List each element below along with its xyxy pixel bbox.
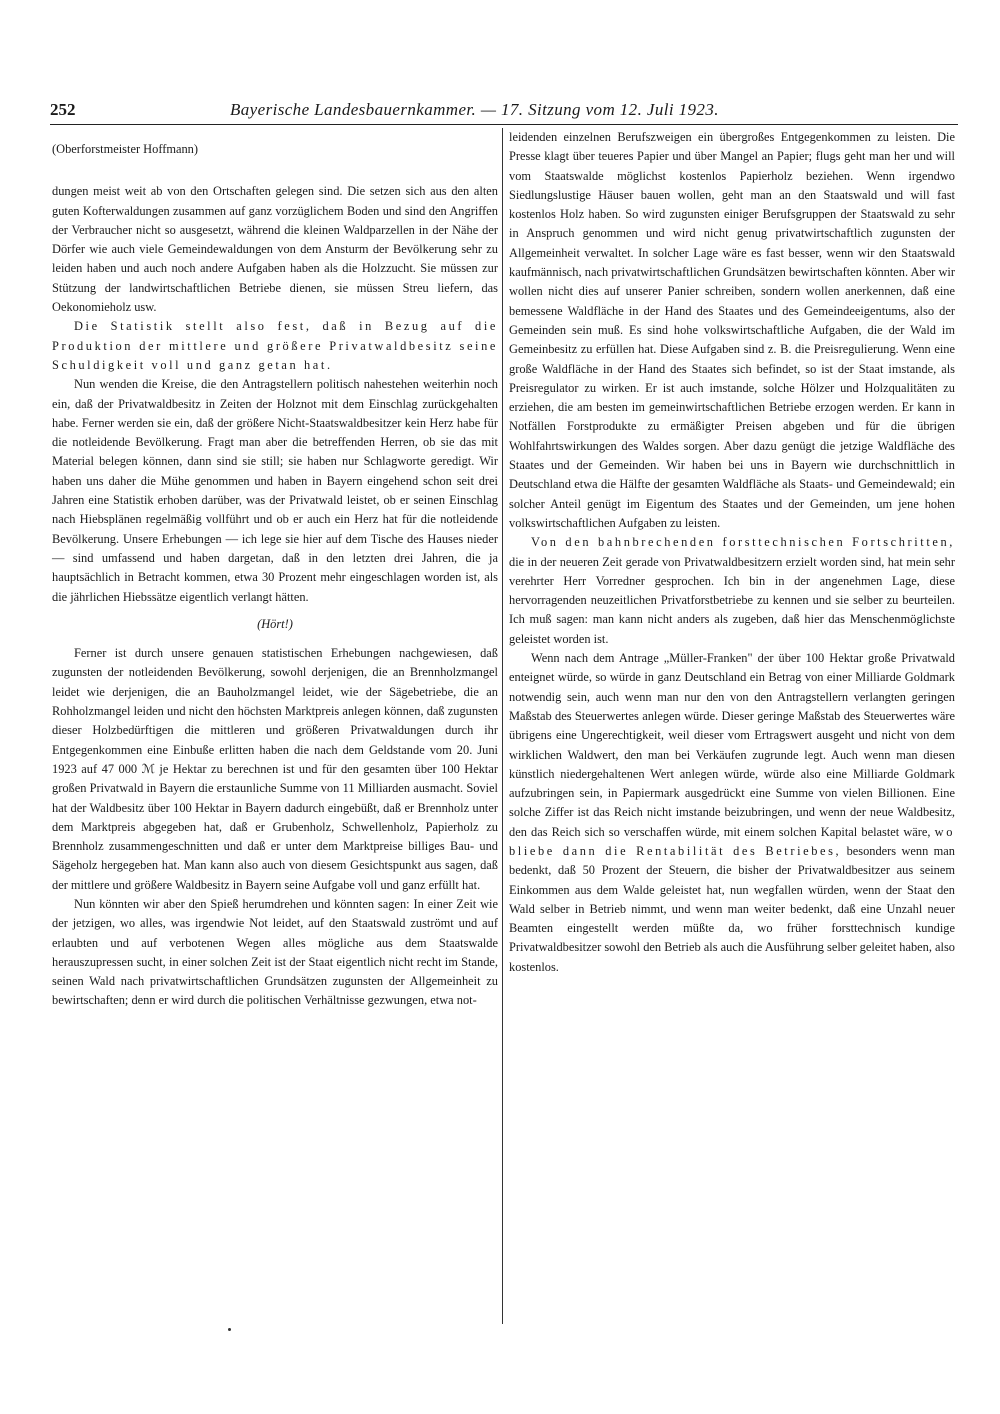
paragraph-text: Wenn nach dem Antrage „Müller-Franken" der über 100 Hektar große Privatwald enteignet würde, so würde in ganz Deutschland ein Betrag von einer Milliarde Goldmark notwendig sein, auch wenn man nur den von den Antragstellern verlangten geringen Maßstab des Steuerwertes anlegen würde. Dieser geringe Maßstab des Steuerwertes wäre übrigens eine Ungerechtigkeit, weil dieser vom Ertragswert ausgeht und nicht von dem wirklichen Waldwert, den man bei Verkäufen zugrunde legt. Auch wenn man diesen künstlich niedergehaltenen Wert anlegen würde, würde also eine Milliarde Goldmark aufzubringen sein, in Papiermark ausgedrückt eine Summe von vielen Billionen. Eine solche Ziffer ist das Reich nicht imstande beizubringen, und wenn der neue Waldbesitz, den das Reich sich so verschaffen würde, mit einem solchen Kapital belastet wäre, — [509, 651, 955, 839]
emphasized-phrase: Von den bahnbrechenden forsttechnischen Fortschritten, — [531, 535, 955, 550]
left-column — [52, 140, 498, 1011]
paragraph — [509, 533, 955, 649]
header-rule — [50, 124, 958, 125]
paragraph: dungen meist weit ab von den Ortschaften gelegen sind. Die setzen sich aus den alten guten Kofterwaldungen zusammen auf ganz vorzüglichem Boden und sind den Angriffen der Verbraucher nicht so ausgesetzt, während die kleinen Waldparzellen in der Nähe der Dörfer wie auch viele Gemeindewaldungen von dem Ansturm der Bevölkerung sehr zu leiden haben und auch noch andere Aufgaben haben als die Holzzucht. Sie müssen zur Stützung der landwirtschaftlichen Betriebe dienen, sie müssen Streu liefern, das Oekonomieholz usw. — [52, 184, 498, 315]
right-column — [509, 128, 955, 977]
page-header — [50, 96, 958, 126]
paragraph: Nun könnten wir aber den Spieß herumdrehen und könnten sagen: In einer Zeit wie der jetzigen, wo alles, was irgendwie Not leidet, auf den Staatswald zuströmt und auf erlaubten und auf verbotenen Wegen alles mögliche aus dem Staatswalde herauszupressen sucht, in einer solchen Zeit ist der Staat eigentlich nicht recht im Stande, seinen Wald nach privatwirtschaftlichen Grundsätzen zugunsten der Allgemeinheit zu bewirtschaften; denn er wird durch die politischen Verhältnisse gezwungen, etwa not- — [52, 896, 498, 1008]
speaker-name: (Oberforstmeister Hoffmann) — [52, 142, 199, 156]
paragraph-text: besonders wenn man bedenkt, daß 50 Prozent der Steuern, die bisher der Privatwaldbesitzer aus seinem Einkommen aus dem Walde geleistet hat, nun wegfallen würden, wenn der Staat den Wald selber in Betrieb nimmt, und wenn man weiter bedenkt, daß eine Unzahl neuer Beamten eingestellt werden müßte da, wo früher forsttechnisch kundige Privatwaldbesitzer sowohl den Betrieb als auch die Ausführung selber geleitet haben, also kostenlos. — [509, 843, 955, 974]
page-number: 252 — [50, 100, 76, 119]
paragraph: Nun wenden die Kreise, die den Antragstellern politisch nahestehen weiterhin noch ein, daß der Privatwaldbesitz in Zeiten der Holznot mit dem Einschlag zurückgehalten habe. Ferner werden sie ein, daß der größere Nicht-Staatswaldbesitzer kein Herz habe für die notleidende Bevölkerung. Fragt man aber die betreffenden Herren, ob sie das mit Material belegen können, dann sind sie still; sie haben nur Schlagworte geredigt. Wir haben uns daher die Mühe genommen und haben in Bayern eingehend schon seit drei Jahren eine Statistik erhoben darüber, was der Privatwald leistet, ob er seinen Einschlag nach Hiebsplänen regelmäßig vollführt und ob er auch ein Herz hat für die notleidende Bevölkerung. Unsere Erhebungen — ich lege sie hier auf dem Tische des Hauses nieder — sind umfassend und haben dargetan, daß in den letzten drei Jahren, die ja hauptsächlich in Betracht kommen, etwa 30 Prozent mehr eingeschlagen worden ist, als die jährlichen Hiebssätze eigentlich verlangt hätten. — [52, 377, 498, 604]
paragraph: leidenden einzelnen Berufszweigen ein übergroßes Entgegenkommen zu leisten. Die Presse klagt über teueres Papier und über Mangel an Papier; flugs geht man her und will vom Staatswalde möglichst kostenlos Papierholz beziehen. Wenn irgendwo Siedlungslustige Häuser bauen wollen, geht man an den Staatswald und will fast kostenlos Holz haben. So wird zugunsten einiger Berufsgruppen der Staatswald zu sehr in Anspruch genommen und wird nicht genug privatwirtschaftlich zugunsten der Allgemeinheit verwaltet. In solcher Lage wäre es fast besser, wenn wir den Staatswald kaufmännisch, nach privatwirtschaftlichen Grundsätzen bewirtschaften könnten. Aber wir wollen nicht dies auf unserer Panier schreiben, sondern wollen anerkennen, daß eine bemessene Waldfläche in der Hand des Staates und des Gemeindeeigentums, also der Gemeinden sein muß. Es sind hohe volkswirtschaftliche Aufgaben, die der Wald im Gemeinbesitz zu erfüllen hat. Diese Aufgaben sind z. B. die Preisregulierung. Wenn eine große Waldfläche in der Hand des Staates sich befindet, so ist der Staat imstande, als Preisregulator zu wirken. Er ist auch imstande, solche Hölzer und Holzqualitäten zu erziehen, die am besten im gemeinwirtschaftlichen Betriebe erzogen werden. Er kann in Notfällen Forstprodukte zu ermäßigter Preisen abgeben und für die übrigen Wohlfahrtswirkungen des Waldes sorgen. Aber dazu genügt die jetzige Waldfläche des Staates und der Gemeinden. Wir haben bei uns in Bayern wie durchschnittlich in Deutschland etwa die Hälfte der gesamten Waldfläche als Staats- und Gemeindewald; ein solcher Anteil genügt im Eigentum des Staates und der Gemeinden, um jene hohen volkswirtschaftlichen Aufgaben zu leisten. — [509, 130, 955, 530]
interjection: (Hört!) — [257, 616, 293, 631]
paragraph — [509, 649, 955, 977]
running-title: Bayerische Landesbauernkammer. — 17. Sitzung vom 12. Juli 1923. — [230, 100, 719, 119]
paragraph: Ferner ist durch unsere genauen statistischen Erhebungen nachgewiesen, daß zugunsten der notleidenden Bevölkerung, sowohl derjenigen, die an Brennholzmangel leidet wie derjenigen, die an Bauholzmangel leidet, wie der Sägebetriebe, die an Rohholzmangel leiden und nicht den höchsten Marktpreis anlegen können, daß zugunsten dieser Holzbedürftigen die mittleren und größeren Privatwaldungen durch ihr Entgegenkommen eine Einbuße erlitten haben die nach dem Geldstande vom 20. Juni 1923 auf 47 000 ℳ je Hektar zu berechnen ist und für den gesamten über 100 Hektar großen Privatwald in Bayern die erstaunliche Summe von 11 Milliarden ausmacht. Soviel hat der Waldbesitz über 100 Hektar in Bayern dadurch eingebüßt, daß er Brennholz unter dem Marktpreis abgegeben hat, daß er Grubenholz, Schwellenholz, Papierholz zu Brennholz zusammengeschnitten und daß er unter dem Marktpreise billiges Bau- und Sägeholz hergegeben hat. Man kann also auch von diesem Gesichtspunkt aus sagen, daß der mittlere und größere Waldbesitz in Bayern seine Aufgabe voll und ganz erfüllt hat. — [52, 646, 498, 892]
emphasized-paragraph: Die Statistik stellt also fest, daß in Bezug auf die Produktion der mittlere und größere Privatwaldbesitz seine Schuldigkeit voll und ganz getan hat. — [52, 319, 498, 372]
paragraph-text: die in der neueren Zeit gerade von Privatwaldbesitzern erzielt worden sind, hat mein sehr verehrter Herr Vorredner gesprochen. Ich bin in der angenehmen Lage, diese hervorragenden neuzeitlichen Privatforstbetriebe zu kennen und sie selber zu beurteilen. Ich muß sagen: man kann nicht anders als zugeben, daß hier das Menschenmöglichste geleistet worden ist. — [509, 554, 955, 646]
print-mark — [228, 1328, 231, 1331]
column-divider — [502, 128, 503, 1324]
emphasized-phrase: wo bliebe dann die Rentabilität des Betriebes, — [509, 824, 955, 858]
